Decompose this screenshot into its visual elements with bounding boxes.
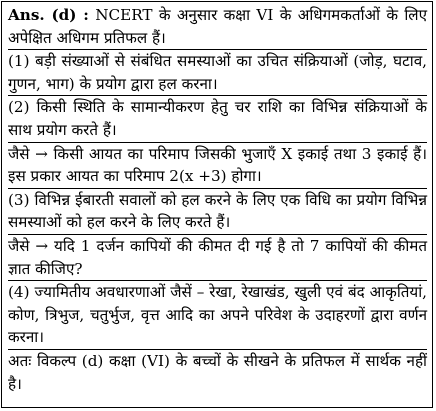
intro-text: NCERT के अनुसार कक्षा VI के अधिगमकर्ताओं के लिए अपेक्षित अधिगम प्रतिफल हैं।	[8, 6, 427, 47]
point-4: (4) ज्यामितीय अवधारणाओं जैसें – रेखा, रेखाखंड, खुली एवं बंद आकृतियां, कोण, त्रिभुज, चतुर्भुज, वृत्त आदि का अपने परिवेश के उदाहरणों द्वारा वर्णन करना।	[8, 280, 427, 349]
answer-label: Ans. (d) :	[8, 6, 89, 24]
point-2: (2) किसी स्थिति के सामान्यीकरण हेतु चर राशि का विभिन्न संक्रियाओं के साथ प्रयोग करते हैं।	[8, 95, 427, 141]
conclusion: अतः विकल्प (d) कक्षा (VI) के बच्चों के सीखने के प्रतिफल में सार्थक नहीं है।	[8, 349, 427, 395]
point-1: (1) बड़ी संख्याओं से संबंधित समस्याओं का उचित संक्रियाओं (जोड़, घटाव, गुणन, भाग) के प्रयोग द्वारा हल करना।	[8, 49, 427, 95]
example-2: जैसे → यदि 1 दर्जन कापियों की कीमत दी गई है तो 7 कापियों की कीमत ज्ञात कीजिए?	[8, 234, 427, 280]
answer-intro	[8, 4, 427, 49]
answer-box	[1, 1, 433, 408]
point-3: (3) विभिन्न ईबारती सवालों को हल करने के लिए एक विधि का प्रयोग विभिन्न समस्याओं को हल करने के लिए करते हैं।	[8, 188, 427, 234]
example-1: जैसे → किसी आयत का परिमाप जिसकी भुजाएँ X इकाई तथा 3 इकाई हैं। इस प्रकार आयत का परिमाप 2(x +3) होगा।	[8, 142, 427, 188]
